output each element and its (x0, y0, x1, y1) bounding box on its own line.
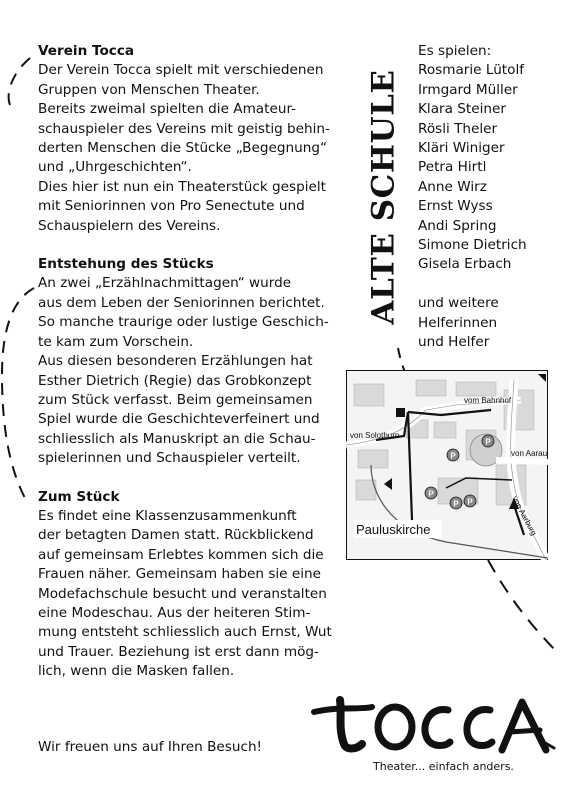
section-zum-stueck (38, 488, 338, 682)
section-entstehung (38, 255, 338, 468)
map-label-kirche: Pauluskirche (356, 522, 431, 537)
cast-member: Petra Hirtl (418, 159, 487, 176)
section-body: Der Verein Tocca spielt mit verschiedenen Gruppen von Menschen Theater. Bereits zweimal spielten die Amateur- schauspieler des Vereins mit geistig behin- derten Menschen die Stücke „Begegnung“ und „Uhrgeschichten“. Dies hier ist nun ein Theaterstück gespielt mit Seniorinnen von Pro Senectute und Schauspielern des Vereins. (38, 62, 330, 234)
cast-heading: Es spielen: (418, 43, 492, 59)
cast-list (418, 42, 558, 352)
svg-text:P: P (467, 497, 473, 507)
cast-member: Andi Spring (418, 217, 497, 234)
venue-title-text: ALTE SCHULE (366, 69, 402, 325)
cast-footer-line: Helferinnen (418, 314, 498, 331)
cast-member: Simone Dietrich (418, 237, 527, 254)
closing-text: Wir freuen uns auf Ihren Besuch! (38, 739, 263, 755)
cast-member: Rosmarie Lütolf (418, 62, 525, 79)
section-heading: Zum Stück (38, 488, 120, 505)
cast-member: Gisela Erbach (418, 256, 512, 273)
tocca-logo (310, 692, 556, 756)
section-verein (38, 42, 338, 236)
cast-member: Kläri Winiger (418, 140, 505, 157)
cast-member: Irmgard Müller (418, 81, 518, 98)
map-label-aarburg: von Aarburg (510, 494, 539, 538)
section-body: An zwei „Erzählnachmittagen“ wurde aus dem Leben der Seniorinnen berichtet. So manche traurige oder lustige Geschich- te kam zum Vorschein. Aus diesen besonderen Erzählungen hat Esther Dietrich (Regie) das Grobkonzept zum Stück verfasst. Beim gemeinsamen Spiel wurde die Geschichteverfeinert und schliesslich als Manuskript an die Schau- spielerinnen und Schauspieler verteilt. (38, 275, 329, 467)
map-label-bahnhof: vom Bahnhof (464, 396, 512, 405)
svg-text:P: P (453, 499, 459, 509)
location-map (346, 370, 548, 560)
cast-member: Klara Steiner (418, 101, 506, 118)
svg-text:TOCCA: TOCCA (310, 692, 314, 693)
svg-text:P: P (428, 489, 434, 499)
logo-tagline: Theater... einfach anders. (373, 760, 514, 773)
section-heading: Verein Tocca (38, 43, 135, 59)
svg-text:P: P (485, 437, 491, 447)
cast-member: Rösli Theler (418, 120, 498, 137)
cast-member: Ernst Wyss (418, 198, 493, 215)
venue-title (362, 38, 406, 356)
section-body: Es findet eine Klassenzusammenkunft der betagten Damen statt. Rückblickend auf gemeinsam Erlebtes kommen sich die Frauen näher. Gemeinsam haben sie eine Modefachschule besucht und veranstalten eine Modeschau. Aus der heiteren Stim- mung entsteht schliesslich auch Ernst, Wut und Trauer. Beziehung ist erst dann mög- lich, wenn die Masken fallen. (38, 507, 332, 680)
svg-text:P: P (450, 451, 456, 461)
map-label-solothurn: von Solothurn (350, 431, 400, 440)
cast-footer-line: und weitere (418, 295, 499, 312)
cast-footer-line: und Helfer (418, 334, 490, 351)
left-column (38, 42, 338, 701)
cast-member: Anne Wirz (418, 178, 487, 195)
section-heading: Entstehung des Stücks (38, 256, 214, 273)
map-label-aarau: von Aarau (511, 449, 548, 458)
